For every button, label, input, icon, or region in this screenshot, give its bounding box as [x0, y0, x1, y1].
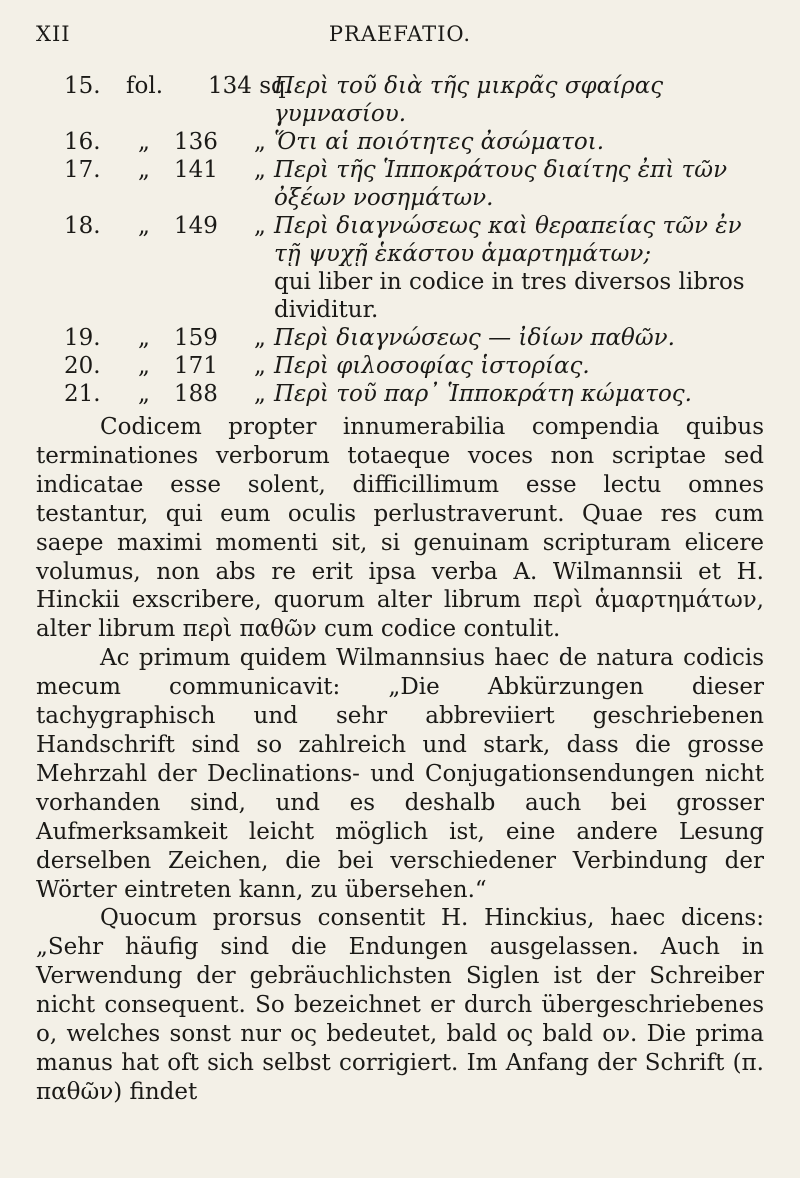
list-entry — [36, 212, 764, 324]
entry-title: Περὶ φιλοσοφίας ἱστορίας. — [274, 353, 590, 379]
ditto-mark: „ — [138, 325, 150, 351]
paragraph: Ac primum quidem Wilmannsius haec de natura codicis mecum communicavit: „Die Abkürzungen dieser tachygraphisch und sehr abbreviiert geschriebenen Handschrift sind so zahlreich und stark, dass die grosse Mehrzahl der Declinations- und Conjugationsendungen nicht vorhanden sind, und es deshalb auch bei grosser Aufmerksamkeit leicht möglich ist, eine andere Lesung derselben Zeichen, die bei verschiedener Verbindung der Wörter eintreten kann, zu übersehen.“ — [36, 645, 764, 903]
ditto-mark: „ — [254, 353, 266, 379]
entry-number: 15. — [64, 73, 101, 99]
entry-page: 159 — [174, 325, 218, 351]
ditto-mark: „ — [254, 325, 266, 351]
entry-number: 18. — [64, 213, 101, 239]
list-entry — [36, 128, 764, 156]
ditto-mark: „ — [138, 157, 150, 183]
entry-page: 149 — [174, 213, 218, 239]
entry-page: 188 — [174, 381, 218, 407]
list-entry — [36, 324, 764, 352]
entry-fol: fol. — [126, 73, 164, 99]
ditto-mark: „ — [254, 381, 266, 407]
ditto-mark: „ — [138, 353, 150, 379]
entry-title: Περὶ διαγνώσεως — ἰδίων παθῶν. — [274, 325, 675, 351]
entry-title: Περὶ τοῦ διὰ τῆς μικρᾶς σφαίρας γυμνασίου. — [274, 73, 664, 127]
ditto-mark: „ — [138, 381, 150, 407]
body-text — [36, 413, 764, 1107]
entry-number: 19. — [64, 325, 101, 351]
entry-page: 171 — [174, 353, 218, 379]
ditto-mark: „ — [254, 129, 266, 155]
ditto-mark: „ — [138, 213, 150, 239]
entry-number: 17. — [64, 157, 101, 183]
entry-title: Ὅτι αἱ ποιότητες ἀσώματοι. — [274, 129, 605, 155]
running-header — [36, 22, 764, 52]
entry-title: Περὶ τοῦ παρ᾽ Ἱπποκράτη κώματος. — [274, 381, 692, 407]
list-entry — [36, 352, 764, 380]
entry-number: 20. — [64, 353, 101, 379]
page-number: XII — [36, 22, 71, 46]
ditto-mark: „ — [254, 213, 266, 239]
treatise-list — [36, 72, 764, 408]
running-title: PRAEFATIO. — [328, 22, 472, 46]
entry-number: 21. — [64, 381, 101, 407]
entry-note: qui liber in codice in tres diversos libros dividitur. — [274, 269, 745, 323]
ditto-mark: „ — [254, 157, 266, 183]
entry-title: Περὶ τῆς Ἱπποκράτους διαίτης ἐπὶ τῶν ὀξέων νοσημάτων. — [274, 157, 728, 211]
entry-page: 136 — [174, 129, 218, 155]
paragraph: Quocum prorsus consentit H. Hinckius, haec dicens: „Sehr häufig sind die Endungen ausgelassen. Auch in Verwendung der gebräuchlichsten Siglen ist der Schreiber nicht consequent. So bezeichnet er durch übergeschriebenes o, welches sonst nur ος bedeutet, bald ος bald ον. Die prima manus hat oft sich selbst corrigiert. Im Anfang der Schrift (π. παθῶν) findet — [36, 905, 764, 1105]
list-entry — [36, 156, 764, 212]
entry-number: 16. — [64, 129, 101, 155]
entry-page: 134 sq. — [208, 73, 294, 99]
list-entry — [36, 72, 764, 128]
ditto-mark: „ — [138, 129, 150, 155]
entry-title: Περὶ διαγνώσεως καὶ θεραπείας τῶν ἐν τῇ ψυχῇ ἑκάστου ἁμαρτημάτων; — [274, 213, 742, 267]
entry-page: 141 — [174, 157, 218, 183]
paragraph: Codicem propter innumerabilia compendia quibus terminationes verborum totaeque voces non scriptae sed indicatae esse solent, difficillimum esse lectu omnes testantur, qui eum oculis perlustraverunt. Quae res cum saepe maximi momenti sit, si genuinam scripturam elicere volumus, non abs re erit ipsa verba A. Wilmannsii et H. Hinckii exscribere, quorum alter librum περὶ ἁμαρτημάτων, alter librum περὶ παθῶν cum codice contulit. — [36, 414, 764, 643]
list-entry — [36, 380, 764, 408]
